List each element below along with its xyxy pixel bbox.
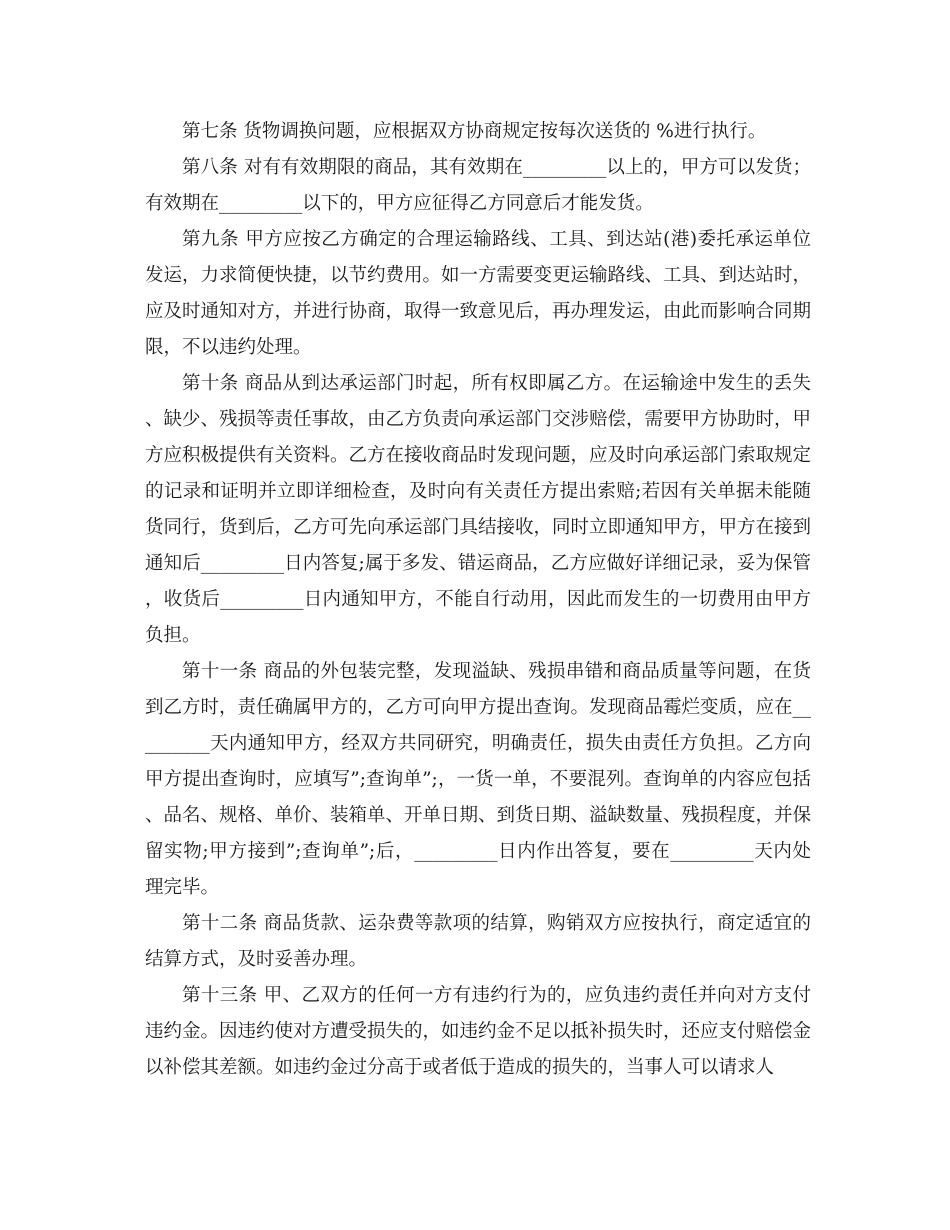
article-11-paragraph: 第十一条 商品的外包装完整，发现溢缺、残损串错和商品质量等问题，在货到乙方时，责任确属甲方的，乙方可向甲方提出查询。发现商品霉烂变质，应在_________天内通知甲方，经双方共同研究，明确责任，损失由责任方负担。乙方向甲方提出查询时，应填写”;查询单”;，一货一单，不要混列。查询单的内容应包括、品名、规格、单价、装箱单、开单日期、到货日期、溢缺数量、残损程度，并保留实物;甲方接到”;查询单”;后，_________日内作出答复，要在_________天内处理完毕。 — [145, 661, 812, 898]
article-12-paragraph: 第十二条 商品货款、运杂费等款项的结算，购销双方应按执行，商定适宜的结算方式，及时妥善办理。 — [145, 913, 811, 970]
document-body — [145, 114, 811, 1086]
article-8-paragraph: 第八条 对有有效期限的商品，其有效期在_________以上的，甲方可以发货；有效期在_________以下的，甲方应征得乙方同意后才能发货。 — [145, 157, 811, 214]
article-7-paragraph: 第七条 货物调换问题，应根据双方协商规定按每次送货的 %进行执行。 — [182, 121, 767, 142]
article-9-paragraph: 第九条 甲方应按乙方确定的合理运输路线、工具、到达站(港)委托承运单位发运，力求简便快捷，以节约费用。如一方需要变更运输路线、工具、到达站时，应及时通知对方，并进行协商，取得一致意见后，再办理发运，由此而影响合同期限，不以违约处理。 — [145, 229, 812, 358]
article-13-paragraph: 第十三条 甲、乙双方的任何一方有违约行为的，应负违约责任并向对方支付违约金。因违约使对方遭受损失的，如违约金不足以抵补损失时，还应支付赔偿金以补偿其差额。如违约金过分高于或者低于造成的损失的，当事人可以请求人 — [145, 985, 812, 1078]
article-10-paragraph: 第十条 商品从到达承运部门时起，所有权即属乙方。在运输途中发生的丢失、缺少、残损等责任事故，由乙方负责向承运部门交涉赔偿，需要甲方协助时，甲方应积极提供有关资料。乙方在接收商品时发现问题，应及时向承运部门索取规定的记录和证明并立即详细检查，及时向有关责任方提出索赔;若因有关单据未能随货同行，货到后，乙方可先向承运部门具结接收，同时立即通知甲方，甲方在接到通知后_________日内答复;属于多发、错运商品，乙方应做好详细记录，妥为保管，收货后_________日内通知甲方，不能自行动用，因此而发生的一切费用由甲方负担。 — [145, 373, 812, 646]
